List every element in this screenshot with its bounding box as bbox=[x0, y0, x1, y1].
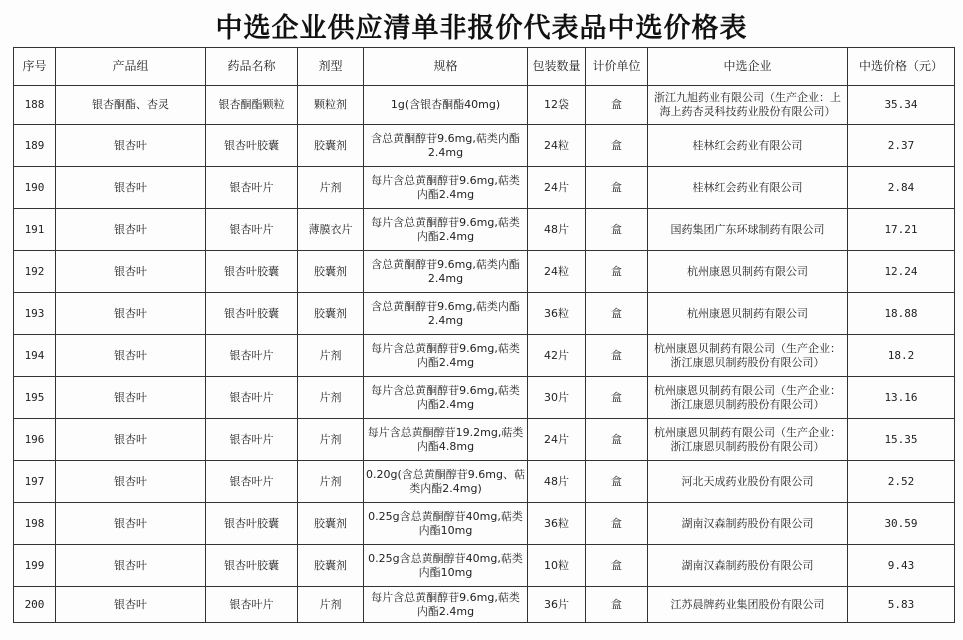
cell-name: 银杏叶片 bbox=[206, 587, 298, 623]
cell-spec: 每片含总黄酮醇苷9.6mg,萜类内酯2.4mg bbox=[364, 377, 528, 419]
cell-group: 银杏叶 bbox=[56, 209, 206, 251]
cell-group: 银杏叶 bbox=[56, 461, 206, 503]
cell-spec: 含总黄酮醇苷9.6mg,萜类内酯2.4mg bbox=[364, 125, 528, 167]
table-row bbox=[14, 125, 955, 167]
cell-pack: 24粒 bbox=[528, 251, 586, 293]
header-pack: 包装数量 bbox=[528, 48, 586, 86]
cell-unit: 盒 bbox=[586, 545, 648, 587]
cell-seq: 195 bbox=[14, 377, 56, 419]
cell-name: 银杏叶片 bbox=[206, 167, 298, 209]
cell-form: 片剂 bbox=[298, 587, 364, 623]
cell-seq: 188 bbox=[14, 86, 56, 125]
table-row bbox=[14, 251, 955, 293]
cell-spec: 含总黄酮醇苷9.6mg,萜类内酯2.4mg bbox=[364, 251, 528, 293]
cell-name: 银杏酮酯颗粒 bbox=[206, 86, 298, 125]
header-unit: 计价单位 bbox=[586, 48, 648, 86]
table-row bbox=[14, 503, 955, 545]
cell-unit: 盒 bbox=[586, 209, 648, 251]
cell-company: 杭州康恩贝制药有限公司（生产企业：浙江康恩贝制药股份有限公司） bbox=[648, 335, 848, 377]
cell-group: 银杏叶 bbox=[56, 251, 206, 293]
cell-company: 国药集团广东环球制药有限公司 bbox=[648, 209, 848, 251]
cell-seq: 200 bbox=[14, 587, 56, 623]
cell-pack: 36片 bbox=[528, 587, 586, 623]
cell-group: 银杏叶 bbox=[56, 419, 206, 461]
cell-seq: 194 bbox=[14, 335, 56, 377]
cell-price: 12.24 bbox=[848, 251, 955, 293]
header-group: 产品组 bbox=[56, 48, 206, 86]
cell-form: 片剂 bbox=[298, 167, 364, 209]
cell-group: 银杏叶 bbox=[56, 335, 206, 377]
cell-price: 30.59 bbox=[848, 503, 955, 545]
cell-name: 银杏叶胶囊 bbox=[206, 293, 298, 335]
cell-form: 片剂 bbox=[298, 419, 364, 461]
cell-form: 薄膜衣片 bbox=[298, 209, 364, 251]
cell-unit: 盒 bbox=[586, 293, 648, 335]
cell-price: 17.21 bbox=[848, 209, 955, 251]
cell-form: 胶囊剂 bbox=[298, 251, 364, 293]
cell-pack: 42片 bbox=[528, 335, 586, 377]
cell-price: 18.2 bbox=[848, 335, 955, 377]
cell-price: 9.43 bbox=[848, 545, 955, 587]
cell-group: 银杏叶 bbox=[56, 503, 206, 545]
cell-form: 胶囊剂 bbox=[298, 293, 364, 335]
cell-spec: 每片含总黄酮醇苷9.6mg,萜类内酯2.4mg bbox=[364, 335, 528, 377]
cell-spec: 每片含总黄酮醇苷9.6mg,萜类内酯2.4mg bbox=[364, 209, 528, 251]
cell-spec: 含总黄酮醇苷9.6mg,萜类内酯2.4mg bbox=[364, 293, 528, 335]
table-body bbox=[14, 86, 955, 623]
cell-pack: 48片 bbox=[528, 209, 586, 251]
cell-group: 银杏叶 bbox=[56, 167, 206, 209]
cell-unit: 盒 bbox=[586, 377, 648, 419]
cell-price: 2.84 bbox=[848, 167, 955, 209]
cell-company: 桂林红会药业有限公司 bbox=[648, 167, 848, 209]
cell-pack: 30片 bbox=[528, 377, 586, 419]
cell-spec: 0.20g(含总黄酮醇苷9.6mg、萜类内酯2.4mg) bbox=[364, 461, 528, 503]
cell-pack: 24粒 bbox=[528, 125, 586, 167]
cell-spec: 每片含总黄酮醇苷9.6mg,萜类内酯2.4mg bbox=[364, 167, 528, 209]
table-row bbox=[14, 86, 955, 125]
cell-price: 15.35 bbox=[848, 419, 955, 461]
header-seq: 序号 bbox=[14, 48, 56, 86]
cell-group: 银杏叶 bbox=[56, 377, 206, 419]
cell-seq: 197 bbox=[14, 461, 56, 503]
cell-company: 杭州康恩贝制药有限公司（生产企业：浙江康恩贝制药股份有限公司） bbox=[648, 419, 848, 461]
cell-spec: 每片含总黄酮醇苷9.6mg,萜类内酯2.4mg bbox=[364, 587, 528, 623]
cell-seq: 189 bbox=[14, 125, 56, 167]
cell-pack: 12袋 bbox=[528, 86, 586, 125]
cell-unit: 盒 bbox=[586, 125, 648, 167]
cell-spec: 每片含总黄酮醇苷19.2mg,萜类内酯4.8mg bbox=[364, 419, 528, 461]
cell-company: 浙江九旭药业有限公司（生产企业：上海上药杏灵科技药业股份有限公司） bbox=[648, 86, 848, 125]
cell-name: 银杏叶片 bbox=[206, 461, 298, 503]
table-row bbox=[14, 167, 955, 209]
cell-seq: 190 bbox=[14, 167, 56, 209]
cell-seq: 196 bbox=[14, 419, 56, 461]
cell-name: 银杏叶片 bbox=[206, 419, 298, 461]
cell-unit: 盒 bbox=[586, 335, 648, 377]
cell-form: 颗粒剂 bbox=[298, 86, 364, 125]
cell-pack: 48片 bbox=[528, 461, 586, 503]
cell-spec: 0.25g含总黄酮醇苷40mg,萜类内酯10mg bbox=[364, 545, 528, 587]
cell-pack: 36粒 bbox=[528, 293, 586, 335]
cell-group: 银杏酮酯、杏灵 bbox=[56, 86, 206, 125]
cell-company: 湖南汉森制药股份有限公司 bbox=[648, 503, 848, 545]
cell-company: 杭州康恩贝制药有限公司 bbox=[648, 251, 848, 293]
cell-group: 银杏叶 bbox=[56, 587, 206, 623]
cell-form: 片剂 bbox=[298, 335, 364, 377]
table-row bbox=[14, 461, 955, 503]
table-row bbox=[14, 419, 955, 461]
cell-price: 2.37 bbox=[848, 125, 955, 167]
table-row bbox=[14, 335, 955, 377]
cell-company: 杭州康恩贝制药有限公司（生产企业：浙江康恩贝制药股份有限公司） bbox=[648, 377, 848, 419]
cell-spec: 0.25g含总黄酮醇苷40mg,萜类内酯10mg bbox=[364, 503, 528, 545]
cell-price: 18.88 bbox=[848, 293, 955, 335]
cell-group: 银杏叶 bbox=[56, 125, 206, 167]
cell-unit: 盒 bbox=[586, 419, 648, 461]
table-row bbox=[14, 377, 955, 419]
cell-pack: 24片 bbox=[528, 167, 586, 209]
cell-company: 桂林红会药业有限公司 bbox=[648, 125, 848, 167]
header-name: 药品名称 bbox=[206, 48, 298, 86]
cell-unit: 盒 bbox=[586, 251, 648, 293]
cell-unit: 盒 bbox=[586, 167, 648, 209]
header-company: 中选企业 bbox=[648, 48, 848, 86]
cell-form: 胶囊剂 bbox=[298, 545, 364, 587]
price-table bbox=[13, 47, 955, 623]
cell-seq: 192 bbox=[14, 251, 56, 293]
cell-name: 银杏叶胶囊 bbox=[206, 251, 298, 293]
cell-form: 片剂 bbox=[298, 461, 364, 503]
cell-seq: 193 bbox=[14, 293, 56, 335]
cell-name: 银杏叶片 bbox=[206, 209, 298, 251]
cell-form: 胶囊剂 bbox=[298, 503, 364, 545]
cell-group: 银杏叶 bbox=[56, 545, 206, 587]
cell-company: 河北天成药业股份有限公司 bbox=[648, 461, 848, 503]
cell-seq: 199 bbox=[14, 545, 56, 587]
cell-name: 银杏叶片 bbox=[206, 335, 298, 377]
cell-form: 片剂 bbox=[298, 377, 364, 419]
document-title: 中选企业供应清单非报价代表品中选价格表 bbox=[215, 13, 748, 44]
cell-unit: 盒 bbox=[586, 503, 648, 545]
cell-unit: 盒 bbox=[586, 461, 648, 503]
cell-group: 银杏叶 bbox=[56, 293, 206, 335]
table-row bbox=[14, 545, 955, 587]
header-price: 中选价格（元） bbox=[848, 48, 955, 86]
cell-price: 13.16 bbox=[848, 377, 955, 419]
header-spec: 规格 bbox=[364, 48, 528, 86]
header-form: 剂型 bbox=[298, 48, 364, 86]
cell-name: 银杏叶胶囊 bbox=[206, 503, 298, 545]
cell-form: 胶囊剂 bbox=[298, 125, 364, 167]
cell-company: 湖南汉森制药股份有限公司 bbox=[648, 545, 848, 587]
cell-price: 35.34 bbox=[848, 86, 955, 125]
table-row bbox=[14, 293, 955, 335]
cell-spec: 1g(含银杏酮酯40mg) bbox=[364, 86, 528, 125]
cell-company: 江苏晨牌药业集团股份有限公司 bbox=[648, 587, 848, 623]
table-row bbox=[14, 587, 955, 623]
cell-price: 2.52 bbox=[848, 461, 955, 503]
cell-company: 杭州康恩贝制药有限公司 bbox=[648, 293, 848, 335]
cell-unit: 盒 bbox=[586, 587, 648, 623]
cell-unit: 盒 bbox=[586, 86, 648, 125]
cell-name: 银杏叶胶囊 bbox=[206, 125, 298, 167]
cell-pack: 24片 bbox=[528, 419, 586, 461]
table-header-row bbox=[14, 48, 955, 86]
cell-name: 银杏叶胶囊 bbox=[206, 545, 298, 587]
cell-seq: 191 bbox=[14, 209, 56, 251]
cell-name: 银杏叶片 bbox=[206, 377, 298, 419]
cell-pack: 36粒 bbox=[528, 503, 586, 545]
cell-seq: 198 bbox=[14, 503, 56, 545]
cell-price: 5.83 bbox=[848, 587, 955, 623]
cell-pack: 10粒 bbox=[528, 545, 586, 587]
table-row bbox=[14, 209, 955, 251]
